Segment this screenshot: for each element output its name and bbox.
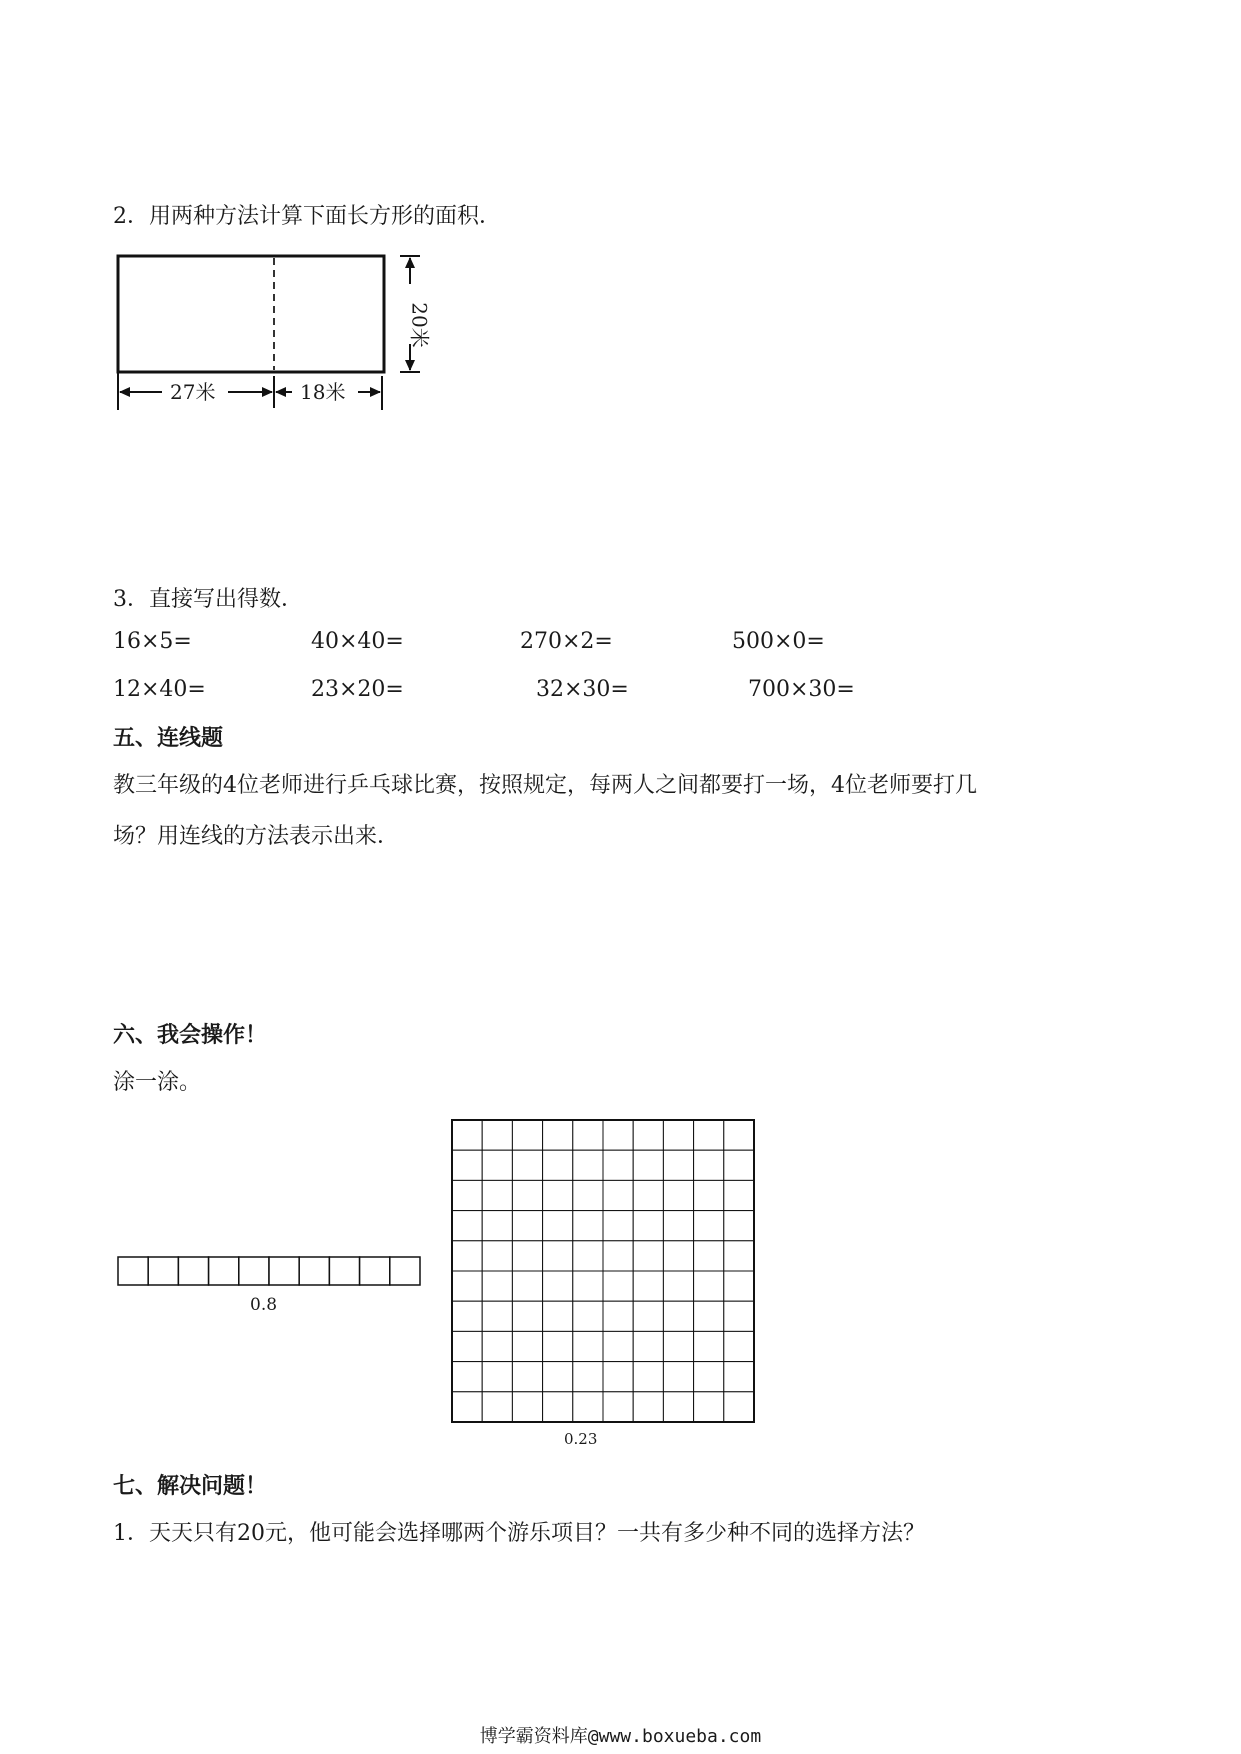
strip-cell[interactable] (299, 1257, 329, 1285)
grid-cell[interactable] (694, 1271, 724, 1301)
grid-cell[interactable] (633, 1392, 663, 1422)
grid-label: 0.23 (564, 1430, 598, 1448)
q3-text: 3．直接写出得数． (113, 587, 303, 612)
grid-cell[interactable] (573, 1301, 603, 1331)
calc-5: 12×40= (113, 677, 206, 702)
grid-cell[interactable] (603, 1120, 633, 1150)
grid-cell[interactable] (603, 1331, 633, 1361)
grid-cell[interactable] (512, 1301, 542, 1331)
section7-heading: 七、解决问题！ (113, 1473, 268, 1499)
grid-cell[interactable] (694, 1120, 724, 1150)
grid-cell[interactable] (482, 1150, 512, 1180)
grid-cell[interactable] (694, 1301, 724, 1331)
grid-cell[interactable] (573, 1362, 603, 1392)
calc-8: 700×30= (748, 677, 855, 702)
footer-watermark: 博学霸资料库@www.boxueba.com (479, 1726, 762, 1747)
grid-cell[interactable] (543, 1301, 573, 1331)
grid-cell[interactable] (573, 1211, 603, 1241)
grid-cell[interactable] (603, 1180, 633, 1210)
grid-cell[interactable] (694, 1150, 724, 1180)
grid-cell[interactable] (573, 1150, 603, 1180)
grid-cell[interactable] (663, 1392, 693, 1422)
grid-cell[interactable] (633, 1271, 663, 1301)
grid-cell[interactable] (633, 1301, 663, 1331)
strip-cell[interactable] (178, 1257, 208, 1285)
grid-cell[interactable] (543, 1362, 573, 1392)
strip-cell[interactable] (239, 1257, 269, 1285)
grid-cell[interactable] (724, 1362, 754, 1392)
calc-6: 23×20= (311, 677, 404, 702)
grid-cell[interactable] (633, 1120, 663, 1150)
grid-cell[interactable] (512, 1120, 542, 1150)
grid-cell[interactable] (452, 1211, 482, 1241)
calc-2: 40×40= (311, 629, 404, 654)
grid-cell[interactable] (694, 1392, 724, 1422)
grid-cell[interactable] (603, 1271, 633, 1301)
calc-4: 500×0= (732, 629, 825, 654)
strip-cell[interactable] (329, 1257, 359, 1285)
grid-cell[interactable] (573, 1271, 603, 1301)
grid-cell[interactable] (482, 1180, 512, 1210)
grid-cell[interactable] (603, 1301, 633, 1331)
grid-cell[interactable] (694, 1211, 724, 1241)
grid-cell[interactable] (603, 1362, 633, 1392)
grid-cell[interactable] (452, 1301, 482, 1331)
grid-cell[interactable] (663, 1211, 693, 1241)
grid-cell[interactable] (633, 1211, 663, 1241)
grid-cell[interactable] (512, 1211, 542, 1241)
section6-heading: 六、我会操作！ (113, 1022, 268, 1048)
grid-cell[interactable] (452, 1362, 482, 1392)
grid-cell[interactable] (694, 1241, 724, 1271)
q2-text: 2．用两种方法计算下面长方形的面积． (113, 204, 501, 229)
grid-cell[interactable] (724, 1120, 754, 1150)
grid-cell[interactable] (452, 1241, 482, 1271)
grid-cell[interactable] (512, 1241, 542, 1271)
grid-cell[interactable] (573, 1392, 603, 1422)
strip-label: 0.8 (250, 1295, 278, 1315)
grid-cell[interactable] (512, 1271, 542, 1301)
grid-cell[interactable] (663, 1362, 693, 1392)
grid-cell[interactable] (482, 1120, 512, 1150)
grid-cell[interactable] (452, 1180, 482, 1210)
strip-cell[interactable] (360, 1257, 390, 1285)
section7-q1: 1．天天只有20元，他可能会选择哪两个游乐项目？一共有多少种不同的选择方法？ (113, 1521, 925, 1546)
section5-heading: 五、连线题 (113, 725, 224, 751)
grid-cell[interactable] (724, 1271, 754, 1301)
grid-cell[interactable] (482, 1241, 512, 1271)
grid-cell[interactable] (573, 1120, 603, 1150)
grid-cell[interactable] (543, 1271, 573, 1301)
grid-cell[interactable] (603, 1392, 633, 1422)
grid-cell[interactable] (633, 1180, 663, 1210)
section6-instruction: 涂一涂。 (113, 1070, 202, 1095)
grid-cell[interactable] (603, 1211, 633, 1241)
left-width-label: 27米 (170, 380, 216, 404)
grid-cell[interactable] (724, 1150, 754, 1180)
grid-cell[interactable] (543, 1150, 573, 1180)
grid-cell[interactable] (724, 1211, 754, 1241)
grid-cell[interactable] (512, 1180, 542, 1210)
grid-cell[interactable] (482, 1271, 512, 1301)
grid-cell[interactable] (633, 1150, 663, 1180)
section5-line2: 场？用连线的方法表示出来． (113, 824, 400, 849)
grid-cell[interactable] (452, 1271, 482, 1301)
grid-cell[interactable] (694, 1362, 724, 1392)
grid-cell[interactable] (543, 1180, 573, 1210)
grid-cell[interactable] (573, 1331, 603, 1361)
grid-cell[interactable] (633, 1362, 663, 1392)
grid-cell[interactable] (482, 1211, 512, 1241)
grid-cell[interactable] (452, 1392, 482, 1422)
grid-cell[interactable] (724, 1301, 754, 1331)
grid-cell[interactable] (724, 1392, 754, 1422)
grid-cell[interactable] (512, 1150, 542, 1180)
grid-cell[interactable] (633, 1241, 663, 1271)
grid-cell[interactable] (482, 1392, 512, 1422)
grid-cell[interactable] (543, 1331, 573, 1361)
strip-cell[interactable] (148, 1257, 178, 1285)
grid-cell[interactable] (663, 1241, 693, 1271)
grid-cell[interactable] (663, 1331, 693, 1361)
grid-cell[interactable] (663, 1150, 693, 1180)
strip-cell[interactable] (209, 1257, 239, 1285)
grid-cell[interactable] (663, 1180, 693, 1210)
calc-1: 16×5= (113, 629, 192, 654)
grid-cell[interactable] (543, 1211, 573, 1241)
grid-cell[interactable] (452, 1150, 482, 1180)
grid-cell[interactable] (482, 1362, 512, 1392)
grid-cell[interactable] (543, 1392, 573, 1422)
strip-cell[interactable] (390, 1257, 420, 1285)
hundred-grid[interactable] (451, 1119, 755, 1423)
grid-cell[interactable] (543, 1241, 573, 1271)
grid-cell[interactable] (633, 1331, 663, 1361)
grid-cell[interactable] (482, 1301, 512, 1331)
grid-cell[interactable] (573, 1180, 603, 1210)
strip-cell[interactable] (269, 1257, 299, 1285)
grid-cell[interactable] (512, 1392, 542, 1422)
grid-cell[interactable] (482, 1331, 512, 1361)
section5-line1: 教三年级的4位老师进行乒乓球比赛，按照规定，每两人之间都要打一场，4位老师要打几 (113, 773, 977, 798)
right-width-label: 18米 (300, 380, 346, 404)
calc-7: 32×30= (536, 677, 629, 702)
grid-cell[interactable] (603, 1241, 633, 1271)
grid-cell[interactable] (452, 1331, 482, 1361)
grid-cell[interactable] (543, 1120, 573, 1150)
grid-cell[interactable] (724, 1241, 754, 1271)
grid-cell[interactable] (603, 1150, 633, 1180)
tenths-strip[interactable] (117, 1256, 421, 1286)
grid-cell[interactable] (512, 1362, 542, 1392)
grid-cell[interactable] (694, 1331, 724, 1361)
grid-cell[interactable] (512, 1331, 542, 1361)
grid-cell[interactable] (573, 1241, 603, 1271)
strip-cell[interactable] (118, 1257, 148, 1285)
grid-cell[interactable] (663, 1120, 693, 1150)
grid-cell[interactable] (724, 1180, 754, 1210)
grid-cell[interactable] (694, 1180, 724, 1210)
calc-3: 270×2= (520, 629, 613, 654)
grid-cell[interactable] (663, 1271, 693, 1301)
grid-cell[interactable] (724, 1331, 754, 1361)
grid-cell[interactable] (452, 1120, 482, 1150)
grid-cell[interactable] (663, 1301, 693, 1331)
height-dimension-label: 20米 (407, 302, 432, 348)
